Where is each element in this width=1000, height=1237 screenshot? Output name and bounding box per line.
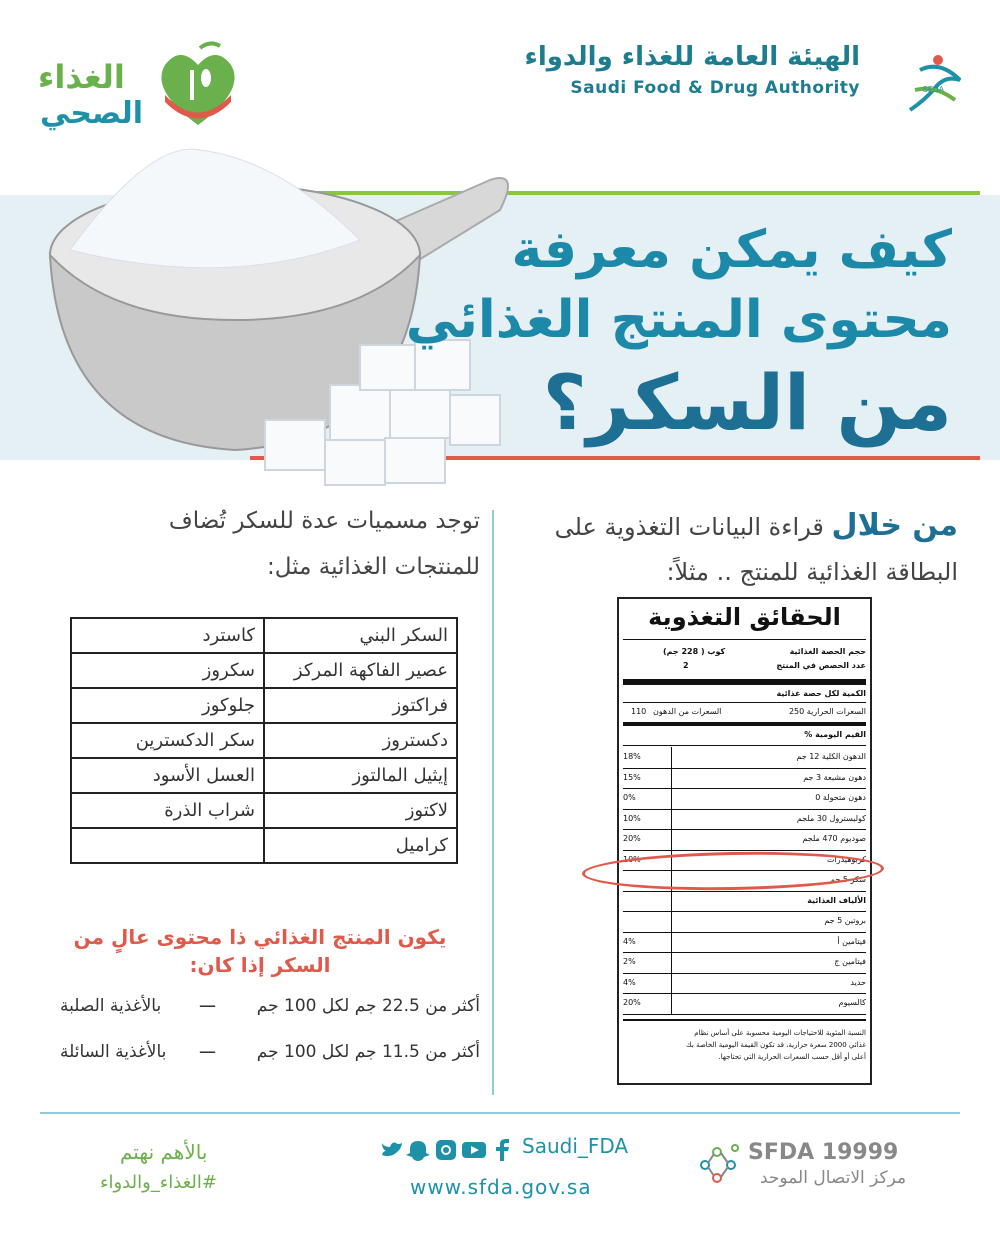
criterion-liquid-food: بالأغذية السائلة <box>60 1042 167 1062</box>
criterion-solid-food: بالأغذية الصلبة <box>60 996 162 1016</box>
sugar-names-intro-1: توجد مسميات عدة للسكر تُضاف <box>168 508 480 534</box>
nutrient-percent: 2% <box>623 957 636 966</box>
intro-text-1: قراءة البيانات التغذوية على <box>554 513 824 541</box>
healthy-food-title-1: الغذاء <box>38 58 125 96</box>
apple-heart-icon <box>161 43 234 125</box>
nutrient-percent: 10% <box>623 854 641 864</box>
criterion-liquid-dash: ـــ <box>200 1038 215 1058</box>
table-cell: فراكتوز <box>264 688 457 723</box>
table-row <box>71 793 457 828</box>
nutrient-percent: 4% <box>623 977 636 987</box>
table-cell: جلوكوز <box>71 688 264 723</box>
servings-count-row: عدد الحصص في المنتج 2 <box>683 661 866 670</box>
daily-values-header: القيم اليومية % <box>804 730 866 739</box>
table-row <box>71 723 457 758</box>
nutrient-row: فيتامين أ <box>837 936 866 946</box>
table-cell: إيثيل المالتوز <box>264 758 457 793</box>
nutrient-percent: 20% <box>623 834 641 843</box>
table-cell: كراميل <box>264 828 457 863</box>
table-row <box>71 828 457 863</box>
facebook-icon[interactable] <box>496 1139 509 1161</box>
high-sugar-heading-1: يكون المنتج الغذائي ذا محتوى عالٍ من <box>73 925 447 949</box>
serving-size-row: حجم الحصة الغذائية كوب ( 228 جم) <box>663 647 866 656</box>
social-handle[interactable]: Saudi_FDA <box>522 1134 629 1158</box>
nutrient-row: فيتامين ج <box>834 957 866 966</box>
nutrient-percent: 15% <box>623 772 641 782</box>
nutrient-percent: 10% <box>623 813 641 823</box>
intro-line-1 <box>555 508 958 543</box>
table-cell: لاكتوز <box>264 793 457 828</box>
title-line-3: من السكر؟ <box>542 358 952 447</box>
healthy-food-title-2: الصحي <box>40 96 144 131</box>
nutrient-row: كالسيوم <box>838 998 866 1007</box>
nutrient-row: سكر 5 جم <box>830 875 866 884</box>
table-cell: السكر البني <box>264 618 457 653</box>
nutrient-row: دهون متحولة 0 <box>815 793 866 802</box>
nutrient-percent: 18% <box>623 752 641 761</box>
nutrient-row: صوديوم 470 ملجم <box>802 834 866 843</box>
website-link[interactable]: www.sfda.gov.sa <box>410 1175 592 1199</box>
criterion-solid-dash: ـــ <box>200 992 215 1012</box>
calories-row: السعرات الحرارية 250 السعرات من الدهون 110 <box>631 707 866 716</box>
nutrient-row: الألياف الغذائية <box>807 895 866 905</box>
table-row <box>71 618 457 653</box>
sugar-names-intro-2: للمنتجات الغذائية مثل: <box>267 554 480 580</box>
nutrient-percent: 4% <box>623 936 636 946</box>
social-icons <box>378 1137 518 1163</box>
call-center-icon <box>695 1140 745 1190</box>
snapchat-icon[interactable] <box>406 1141 430 1161</box>
nutrition-title: الحقائق التغذوية <box>648 603 841 631</box>
title-line-2: محتوى المنتج الغذائي <box>405 290 952 350</box>
table-cell: دكستروز <box>264 723 457 758</box>
table-cell: سكروز <box>71 653 264 688</box>
intro-lead: من خلال <box>831 508 958 543</box>
sugar-names-table <box>70 617 458 864</box>
instagram-icon[interactable] <box>436 1140 456 1160</box>
hotline-name: مركز الاتصال الموحد <box>760 1168 907 1188</box>
table-row <box>71 688 457 723</box>
table-cell: عصير الفاكهة المركز <box>264 653 457 688</box>
column-divider <box>492 510 494 1095</box>
nutrition-facts-label <box>617 597 872 1085</box>
per-serving-row: الكمية لكل حصة غذائية <box>776 689 866 698</box>
table-cell: سكر الدكسترين <box>71 723 264 758</box>
intro-line-2: البطاقة الغذائية للمنتج .. مثلاً: <box>666 558 958 586</box>
label-footnote: النسبة المئوية للاحتياجات اليومية محسوبة على أساس نظام غذائي 2000 سعرة حرارية، قد تكون القيمة اليومية الخاصة بك أعلى أو أقل حسب السعرات الحرارية التي تحتاجها. <box>686 1029 866 1061</box>
slogan: بالأهم نهتم <box>120 1140 208 1164</box>
nutrient-percent: 20% <box>623 998 641 1007</box>
table-cell: العسل الأسود <box>71 758 264 793</box>
table-cell: كاسترد <box>71 618 264 653</box>
table-row <box>71 653 457 688</box>
table-cell: شراب الذرة <box>71 793 264 828</box>
criterion-liquid-amount: أكثر من 11.5 جم لكل 100 جم <box>256 1042 480 1062</box>
nutrient-row: كوليسترول 30 ملجم <box>796 813 866 823</box>
youtube-icon[interactable] <box>462 1142 486 1158</box>
sfda-emblem-icon <box>910 55 960 110</box>
org-name-arabic: الهيئة العامة للغذاء والدواء <box>524 42 860 72</box>
nutrient-row: الدهون الكلية 12 جم <box>796 752 866 761</box>
table-row <box>71 758 457 793</box>
nutrient-row: بروتين 5 جم <box>824 916 866 925</box>
svg-text:SFDA: SFDA <box>922 85 944 94</box>
nutrient-percent: 0% <box>623 793 636 802</box>
high-sugar-heading-2: السكر إذا كان: <box>189 953 331 977</box>
title-line-1: كيف يمكن معرفة <box>511 220 952 280</box>
nutrient-row: حديد <box>850 977 866 987</box>
footer-divider <box>40 1112 960 1114</box>
hashtag[interactable]: #الغذاء_والدواء <box>100 1172 217 1193</box>
nutrient-row: دهون مشبعة 3 جم <box>803 772 866 782</box>
nutrient-row: كربوهيدرات <box>826 854 866 864</box>
twitter-icon[interactable] <box>382 1143 402 1157</box>
criterion-solid-amount: أكثر من 22.5 جم لكل 100 جم <box>256 996 480 1016</box>
hotline-number[interactable]: SFDA 19999 <box>748 1140 899 1165</box>
org-name-english: Saudi Food & Drug Authority <box>570 78 860 98</box>
table-cell <box>71 828 264 863</box>
